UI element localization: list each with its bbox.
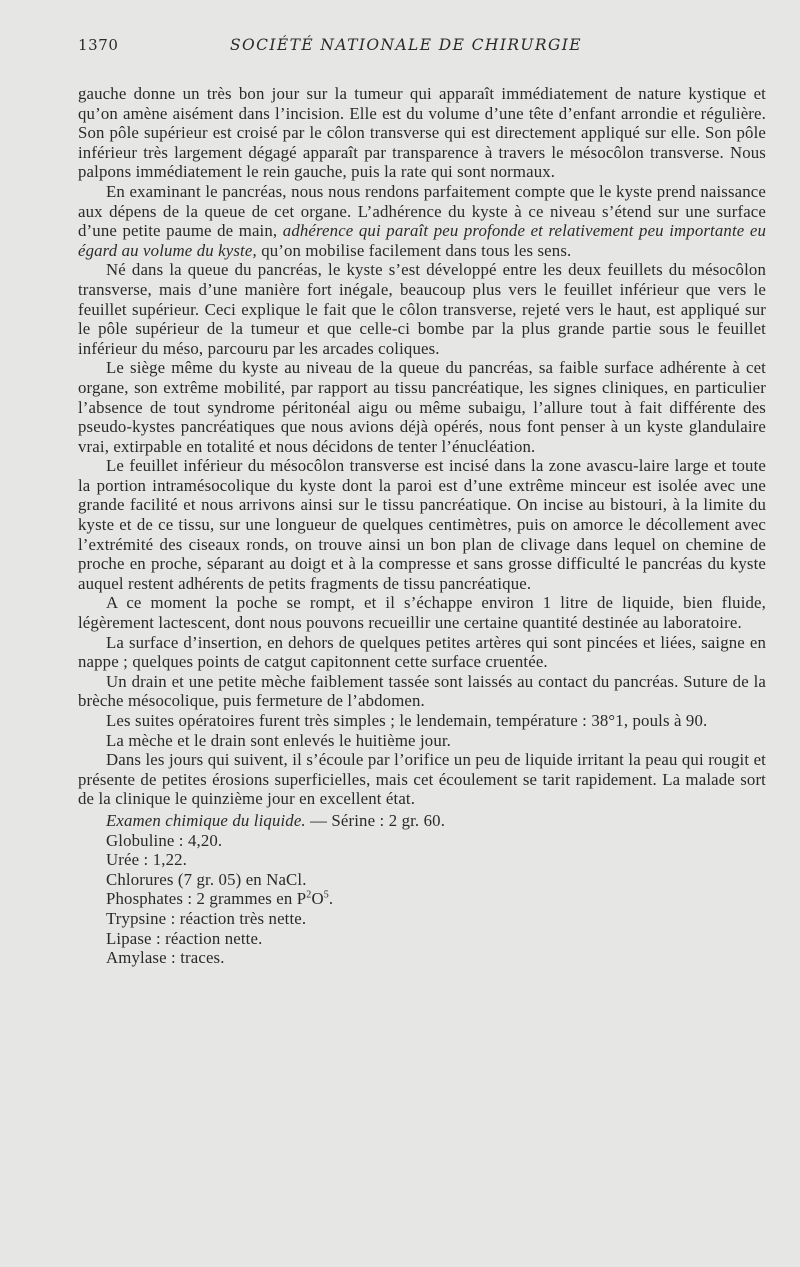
paragraph-1: gauche donne un très bon jour sur la tumeur qui apparaît immédiatement de nature kystique et qu’on amène aisément dans l’incision. Elle est du volume d’une tête d’enfant arrondie et régulière. Son pôle supérieur est croisé par le côlon transverse qui est directement appliqué sur elle. Son pôle inférieur très largement dégagé apparaît par transparence à travers le mésocôlon transverse. Nous palpons immédiatement le rein gauche, puis la rate qui sont normaux. xyxy=(78,84,766,182)
paragraph-11: Dans les jours qui suivent, il s’écoule par l’orifice un peu de liquide irritant la peau qui rougit et présente de petites érosions superficielles, mais cet écoulement se tarit rapidement. La malade sort de la clinique le quinzième jour en excellent état. xyxy=(78,750,766,809)
paragraph-8: Un drain et une petite mèche faiblement tassée sont laissés au contact du pancréas. Suture de la brèche mésocolique, puis fermeture de l’abdomen. xyxy=(78,671,766,711)
analysis-title: Examen chimique du liquide. xyxy=(106,810,306,830)
analysis-lipase: Lipase : réaction nette. xyxy=(106,928,263,948)
analysis-uree: Urée : 1,22. xyxy=(106,850,188,870)
analysis-phosphates xyxy=(106,889,766,909)
paragraph-6: A ce moment la poche se rompt, et il s’échappe environ 1 litre de liquide, bien fluide, légèrement lactescent, dont nous pouvons recueillir une certaine quantité destinée au laboratoire. xyxy=(78,593,766,633)
phosphates-oxygen: O xyxy=(311,889,324,909)
analysis-chlorures: Chlorures (7 gr. 05) en NaCl. xyxy=(106,869,307,889)
body-text xyxy=(78,84,766,809)
analysis-trypsine: Trypsine : réaction très nette. xyxy=(106,908,307,928)
paragraph-9: Les suites opératoires furent très simples ; le lendemain, température : 38°1, pouls à 90. xyxy=(106,711,708,730)
analysis-globuline: Globuline : 4,20. xyxy=(106,830,223,850)
chemical-analysis xyxy=(78,811,766,968)
paragraph-4: Le siège même du kyste au niveau de la queue du pancréas, sa faible surface adhérente à cet organe, son extrême mobilité, par rapport au tissu pancréatique, les signes cliniques, en particulier l’absence de tout syndrome péritonéal aigu ou même subaigu, l’allure tout à fait différente des pseudo-kystes pancréatiques que nous avions déjà opérés, nous font penser à un kyste glandulaire vrai, extirpable en totalité et nous décidons de tenter l’énucléation. xyxy=(78,358,766,456)
paragraph-10: La mèche et le drain sont enlevés le huitième jour. xyxy=(106,730,452,750)
running-title: SOCIÉTÉ NATIONALE DE CHIRURGIE xyxy=(230,36,582,54)
paragraph-2-italic: adhérence qui paraît peu profonde et relativement peu importante eu égard au volume du kyste, xyxy=(78,221,766,260)
paragraph-7: La surface d’insertion, en dehors de quelques petites artères qui sont pincées et liées, saigne en nappe ; quelques points de catgut capitonnent cette surface cruentée. xyxy=(78,632,766,672)
phosphates-prefix: Phosphates : 2 grammes en P xyxy=(106,889,307,909)
paragraph-5: Le feuillet inférieur du mésocôlon transverse est incisé dans la zone avascu-laire large et toute la portion intramésocolique du kyste dont la paroi est d’une extrême minceur est isolée avec une grande facilité et nous arrivons ainsi sur le tissu pancréatique. On incise au bistouri, à la limite du kyste et de ce tissu, sur une longueur de quelques centimètres, puis on amorce le décollement avec l’extrémité des ciseaux ronds, on trouve ainsi un bon plan de clivage dans lequel on chemine de proche en proche, séparant au doigt et à la compresse et sans grosse difficulté le pancréas du kyste auquel restent adhérents de petits fragments de tissu pancréatique. xyxy=(78,456,766,593)
analysis-serine-line xyxy=(106,811,766,831)
phosphates-exponent-1: 2 xyxy=(306,889,312,901)
analysis-amylase: Amylase : traces. xyxy=(106,948,225,968)
running-head xyxy=(78,34,766,58)
phosphates-exponent-2: 5 xyxy=(323,889,329,901)
paragraph-2-text: En examinant le pancréas, nous nous rendons parfaitement compte que le kyste prend naissance aux dépens de la queue de cet organe. L’adhérence du kyste à ce niveau s’étend sur une surface d’une petite paume de main, xyxy=(78,181,766,241)
phosphates-suffix: . xyxy=(328,889,334,909)
page-number: 1370 xyxy=(78,36,119,54)
paragraph-2-tail: qu’on mobilise facilement dans tous les sens. xyxy=(261,240,572,260)
paragraph-2 xyxy=(78,182,766,260)
paragraph-3: Né dans la queue du pancréas, le kyste s’est développé entre les deux feuillets du mésocôlon transverse, mais d’une manière fort inégale, beaucoup plus vers le feuillet inférieur que vers le feuillet supérieur. Ceci explique le fait que le côlon transverse, rejeté vers le haut, est appliqué sur le pôle supérieur de la tumeur et que celle-ci bombe par la plus grande partie sous le feuillet inférieur du méso, parcouru par les arcades coliques. xyxy=(78,260,766,358)
analysis-serine: — Sérine : 2 gr. 60. xyxy=(310,810,446,830)
